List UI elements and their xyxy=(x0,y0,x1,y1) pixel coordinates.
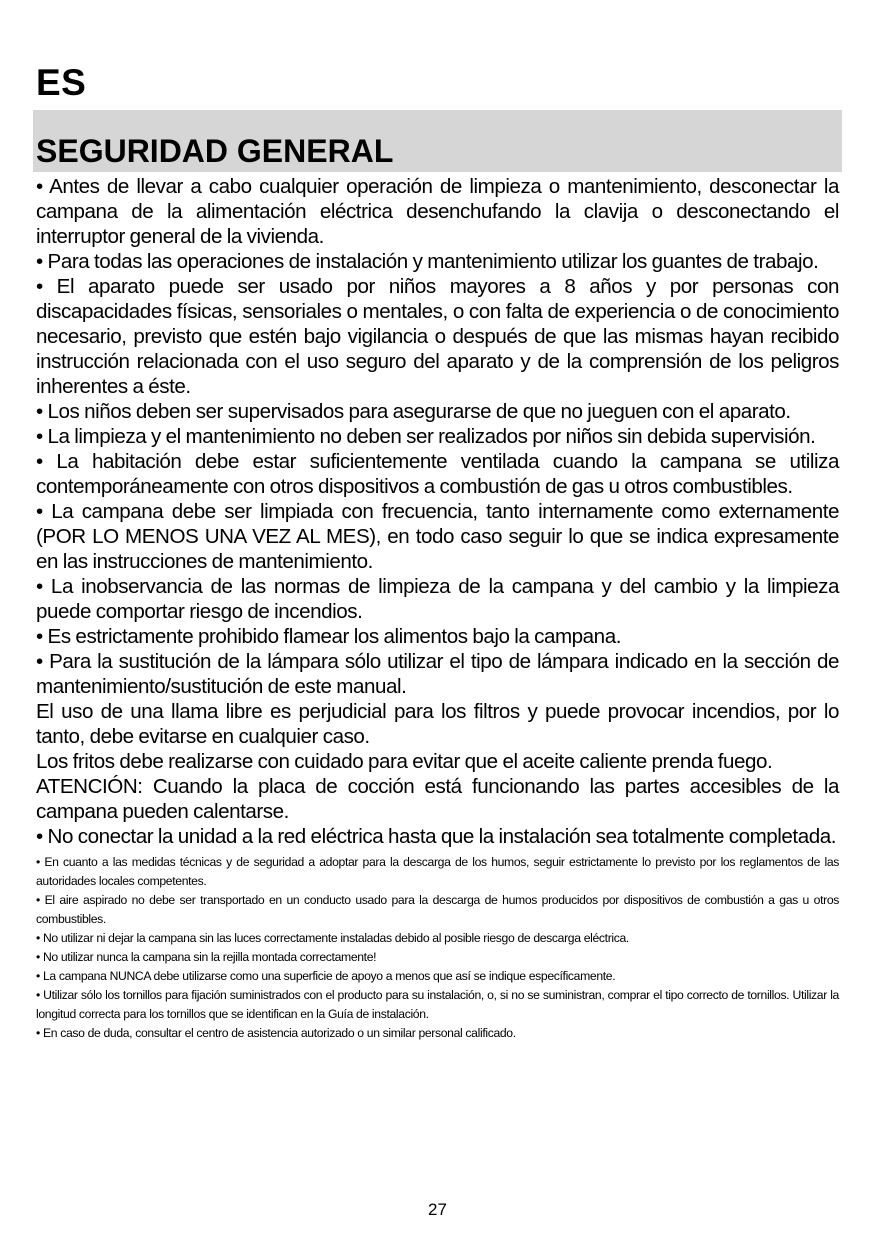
main-instructions xyxy=(36,174,839,849)
safety-text-body xyxy=(36,174,839,1043)
instruction-paragraph: • La inobservancia de las normas de limpieza de la campana y del cambio y la limpieza puede comportar riesgo de incendios. xyxy=(36,575,839,623)
note-paragraph: • En cuanto a las medidas técnicas y de seguridad a adoptar para la descarga de los humos, seguir estrictamente lo previsto por los reglamentos de las autoridades locales competentes. xyxy=(36,855,839,888)
note-paragraph: • No utilizar nunca la campana sin la rejilla montada correctamente! xyxy=(36,950,377,964)
instruction-paragraph: • No conectar la unidad a la red eléctrica hasta que la instalación sea totalmente completada. xyxy=(36,825,836,848)
note-paragraph: • En caso de duda, consultar el centro de asistencia autorizado o un similar personal calificado. xyxy=(36,1026,516,1040)
note-paragraph: • El aire aspirado no debe ser transportado en un conducto usado para la descarga de humos producidos por dispositivos de combustión a gas u otros combustibles. xyxy=(36,893,839,926)
instruction-paragraph: • La limpieza y el mantenimiento no deben ser realizados por niños sin debida supervisión. xyxy=(36,425,816,448)
instruction-paragraph: • Antes de llevar a cabo cualquier operación de limpieza o mantenimiento, desconectar la campana de la alimentación eléctrica desenchufando la clavija o desconectando el interruptor general de la vivienda. xyxy=(36,175,839,248)
instruction-paragraph: • El aparato puede ser usado por niños mayores a 8 años y por personas con discapacidades físicas, sensoriales o mentales, o con falta de experiencia o de conocimiento necesario, previsto que estén bajo vigilancia o después de que las mismas hayan recibido instrucción relacionada con el uso seguro del aparato y de la comprensión de los peligros inherentes a éste. xyxy=(36,275,839,398)
note-paragraph: • La campana NUNCA debe utilizarse como una superficie de apoyo a menos que así se indique específicamente. xyxy=(36,969,616,983)
instruction-paragraph: Los fritos debe realizarse con cuidado para evitar que el aceite caliente prenda fuego. xyxy=(36,750,773,773)
note-paragraph: • Utilizar sólo los tornillos para fijación suministrados con el producto para su instalación, o, si no se suministran, comprar el tipo correcto de tornillos. Utilizar la longitud correcta para los tornillos que se identifican en la Guía de instalación. xyxy=(36,988,839,1021)
instruction-paragraph: • Para la sustitución de la lámpara sólo utilizar el tipo de lámpara indicado en la sección de mantenimiento/sustitución de este manual. xyxy=(36,650,839,698)
instruction-paragraph: • Es estrictamente prohibido flamear los alimentos bajo la campana. xyxy=(36,625,621,648)
page-number: 27 xyxy=(428,1200,447,1219)
language-code: ES xyxy=(36,62,87,103)
instruction-paragraph: • La habitación debe estar suficientemente ventilada cuando la campana se utiliza contemporáneamente con otros dispositivos a combustión de gas u otros combustibles. xyxy=(36,450,839,498)
instruction-paragraph: El uso de una llama libre es perjudicial para los filtros y puede provocar incendios, por lo tanto, debe evitarse en cualquier caso. xyxy=(36,700,839,748)
section-header-bar xyxy=(33,110,842,172)
note-paragraph: • No utilizar ni dejar la campana sin las luces correctamente instaladas debido al posible riesgo de descarga eléctrica. xyxy=(36,931,629,945)
section-title: SEGURIDAD GENERAL xyxy=(36,133,394,169)
instruction-paragraph: • Los niños deben ser supervisados para asegurarse de que no jueguen con el aparato. xyxy=(36,400,791,423)
additional-notes xyxy=(36,853,839,1043)
instruction-paragraph: ATENCIÓN: Cuando la placa de cocción está funcionando las partes accesibles de la campana pueden calentarse. xyxy=(36,775,839,823)
instruction-paragraph: • La campana debe ser limpiada con frecuencia, tanto internamente como externamente (POR LO MENOS UNA VEZ AL MES), en todo caso seguir lo que se indica expresamente en las instrucciones de mantenimiento. xyxy=(36,500,839,573)
instruction-paragraph: • Para todas las operaciones de instalación y mantenimiento utilizar los guantes de trabajo. xyxy=(36,250,819,273)
